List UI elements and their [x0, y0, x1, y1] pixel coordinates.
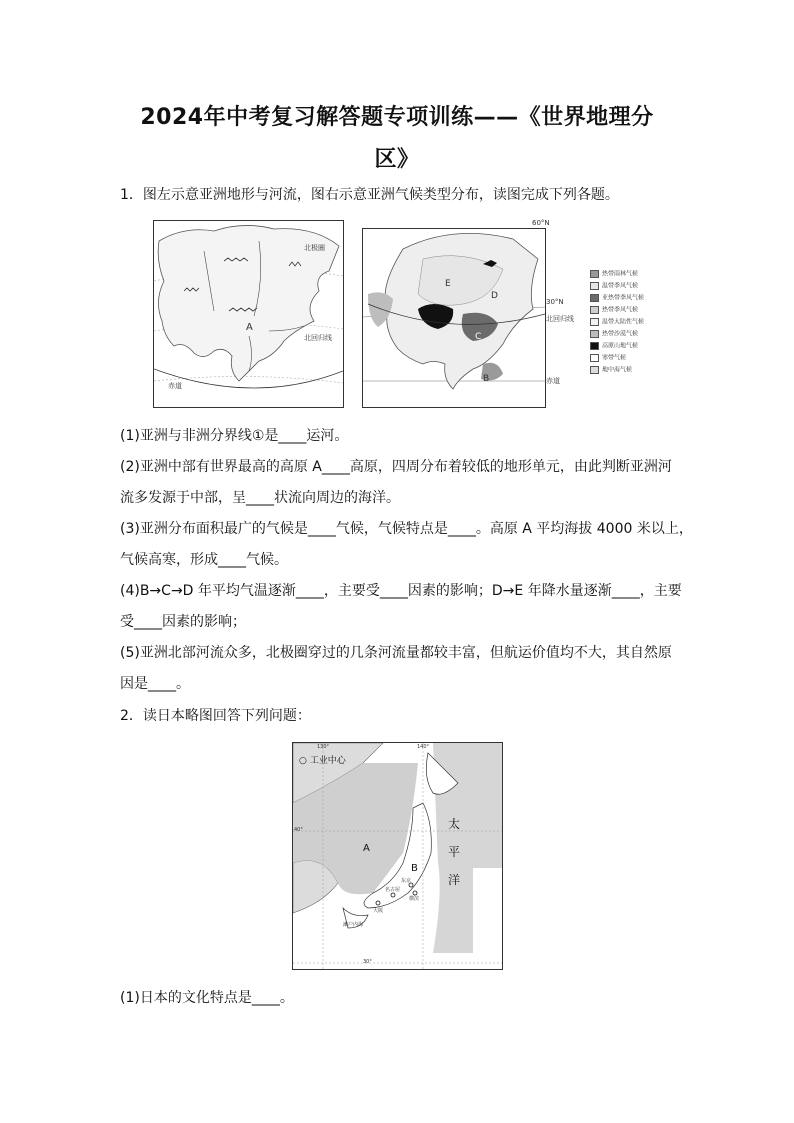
question-1-part-5-cont: 因是____。: [120, 676, 190, 692]
japan-map: [292, 742, 503, 970]
city-nagoya-label: 名古屋: [385, 887, 401, 893]
legend-item: 高原山地气候: [590, 342, 638, 350]
asia-climate-map: [362, 228, 546, 408]
legend-item: 热带沙漠气候: [590, 330, 638, 338]
page-title-continued: 区》: [374, 147, 420, 172]
pacific-ocean-label-2: 平: [448, 845, 461, 859]
city-tokyo-label: 东京: [401, 878, 412, 884]
longitude-130-top: 130°: [317, 744, 330, 750]
climate-label-e: E: [445, 279, 451, 289]
city-osaka-label: 大阪: [373, 908, 384, 914]
climate-legend: [590, 270, 670, 385]
question-2-part-1: (1)日本的文化特点是____。: [120, 990, 294, 1006]
climate-label-c: C: [475, 332, 482, 342]
question-1-intro: 1．图左示意亚洲地形与河流，图右示意亚洲气候类型分布，读图完成下列各题。: [120, 187, 619, 203]
question-1-part-2-cont: 流多发源于中部，呈____状流向周边的海洋。: [120, 490, 400, 506]
question-1-part-3: (3)亚洲分布面积最广的气候是____气候，气候特点是____。高原 A 平均海拔 4000 米以上，: [120, 521, 693, 537]
legend-item: 热带雨林气候: [590, 270, 638, 278]
pacific-ocean-label-3: 洋: [448, 873, 461, 887]
inland-sea-label: 濑户内海: [343, 922, 364, 928]
city-yokohama-label: 横滨: [409, 896, 420, 902]
latitude-30n-label: 30°N: [546, 298, 564, 306]
question-1-part-4-cont: 受____因素的影响；: [120, 614, 246, 630]
latitude-30-label: 30°: [363, 959, 372, 965]
climate-label-b: B: [483, 374, 490, 384]
latitude-60n-label: 60°N: [532, 219, 550, 227]
asia-climate-map-drawing: [363, 229, 545, 407]
longitude-140-top: 140°: [417, 744, 430, 750]
question-2-intro: 2．读日本略图回答下列问题：: [120, 708, 311, 724]
pacific-ocean-label-1: 太: [448, 817, 461, 831]
question-1-part-1: (1)亚洲与非洲分界线①是____运河。: [120, 428, 349, 444]
right-equator-label: 赤道: [546, 377, 560, 385]
japan-map-drawing: [293, 743, 502, 969]
legend-item: 寒带气候: [590, 354, 626, 362]
page-title: 2024年中考复习解答题专项训练——《世界地理分: [140, 105, 654, 130]
tropic-label: 北回归线: [304, 334, 332, 342]
question-1-part-3-cont: 气候高寒，形成____气候。: [120, 552, 288, 568]
legend-item: 热带季风气候: [590, 306, 638, 314]
legend-item: 温带季风气候: [590, 282, 638, 290]
arctic-circle-label: 北极圈: [304, 244, 325, 252]
question-1-part-5: (5)亚洲北部河流众多，北极圈穿过的几条河流量都较丰富，但航运价值均不大，其自然原: [120, 645, 672, 661]
japan-label-a: A: [363, 843, 370, 854]
question-1-part-2: (2)亚洲中部有世界最高的高原 A____高原，四周分布着较低的地形单元，由此判断亚洲河: [120, 459, 672, 475]
right-tropic-label: 北回归线: [546, 315, 574, 323]
latitude-40-label: 40°: [294, 827, 303, 833]
industrial-center-legend: ○ 工业中心: [299, 756, 346, 766]
legend-item: 温带大陆性气候: [590, 318, 644, 326]
japan-label-b: B: [411, 863, 418, 874]
question-1-part-4: (4)B→C→D 年平均气温逐渐____，主要受____因素的影响；D→E 年降水量逐渐____，主要: [120, 583, 682, 599]
legend-item: 地中海气候: [590, 366, 632, 374]
plateau-label-a: A: [246, 322, 253, 333]
asia-terrain-map: [153, 220, 344, 408]
legend-item: 亚热带季风气候: [590, 294, 644, 302]
climate-label-d: D: [491, 291, 498, 301]
equator-label: 赤道: [168, 382, 182, 390]
